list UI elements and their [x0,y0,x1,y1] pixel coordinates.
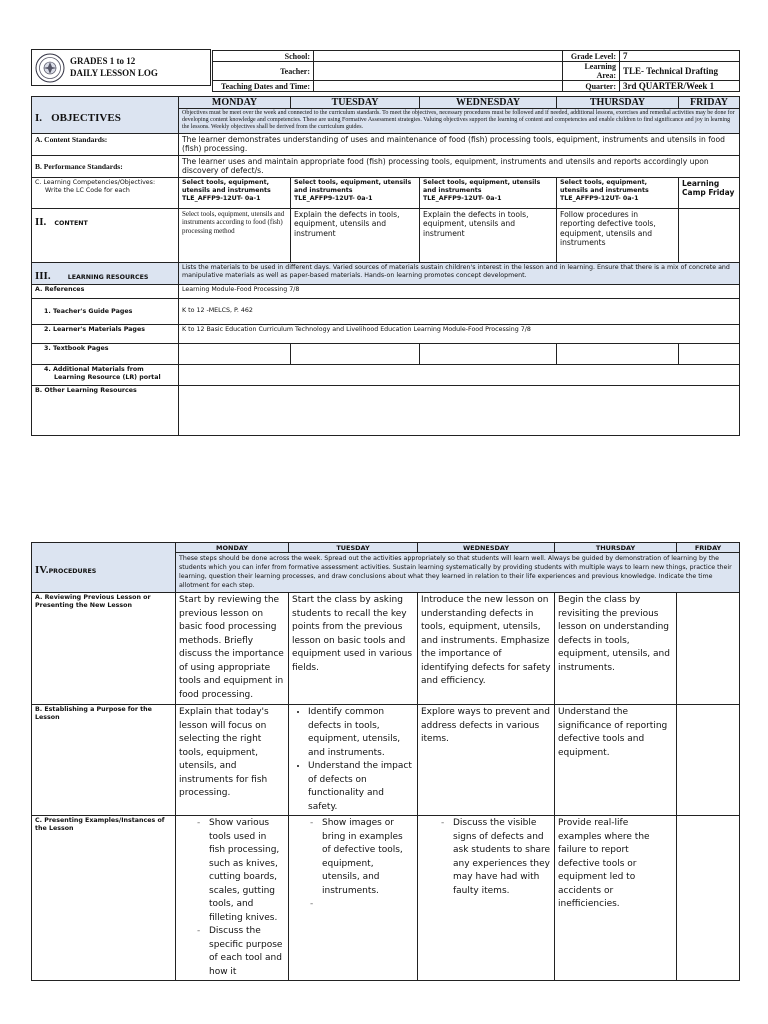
teacher-label: Teacher: [213,62,314,81]
purpose-friday [677,705,740,816]
area-label: Learning Area: [563,62,620,81]
day-wednesday: WEDNESDAY [420,97,557,109]
procedures-heading: IV.PROCEDURES [32,543,176,593]
review-tuesday: Start the class by asking students to recall the key points from the previous lesson on basic tools and equipment used in various fields. [289,593,418,705]
day-monday: MONDAY [179,97,291,109]
examples-tuesday [289,816,418,981]
competency-monday: Select tools, equipment, utensils and instruments TLE_AFFP9-12UT- 0a-1 [179,177,291,208]
review-thursday: Begin the class by revisiting the previous lesson on understanding defects in tools, equipment, utensils, and instruments. [555,593,677,705]
performance-standards: The learner uses and maintain appropriate food (fish) processing tools, equipment, instruments and utensils and reports accordingly upon discovery of defect/s. [179,155,740,177]
additional-materials-label: 4. Additional Materials from Learning Resource (LR) portal [32,364,179,385]
review-monday: Start by reviewing the previous lesson on basic food processing methods. Briefly discuss the importance of using appropriate tools and equipment in food processing. [176,593,289,705]
proc-day-wednesday: WEDNESDAY [418,543,555,553]
teachers-guide-label: 1. Teacher's Guide Pages [32,298,179,324]
teachers-guide: K to 12 -MELCS, P. 462 [179,298,740,324]
day-friday: FRIDAY [679,97,740,109]
title-line1: GRADES 1 to 12 [70,56,136,66]
lesson-log-table [31,96,740,436]
purpose-tuesday [289,705,418,816]
header-info-table [212,50,740,92]
content-standards: The learner demonstrates understanding of uses and maintenance of food (fish) processing tools, equipment, instruments and utensils in food (fish) processing. [179,134,740,156]
purpose-label: B. Establishing a Purpose for the Lesson [32,705,176,816]
textbook-thursday [557,343,679,364]
teacher-field[interactable] [314,62,563,81]
content-heading: II. CONTENT [32,208,179,262]
competencies-label: C. Learning Competencies/Objectives: Write the LC Code for each [32,177,179,208]
resources-intro: Lists the materials to be used in different days. Varied sources of materials sustain children's interest in the lesson and in learning. Ensure that there is a mix of concrete and manipulative materials as well as paper-based materials. Hands-on learning promotes concept development. [179,262,740,284]
dates-label: Teaching Dates and Time: [213,81,314,92]
title-box [31,49,211,86]
review-wednesday: Introduce the new lesson on understanding defects in tools, equipment, utensils, and instruments. Emphasize the importance of identifying defects for safety and efficiency. [418,593,555,705]
other-resources [179,385,740,435]
examples-monday [176,816,289,981]
school-field[interactable] [314,51,563,62]
school-label: School: [213,51,314,62]
objectives-intro: Objectives must be meet over the week and connected to the curriculum standards. To meet the objectives, necessary procedures must be followed and if needed, additional lessons, exercises and remedial activities may be done for developing content knowledge and competencies. These are using Formative Assessment strategies. Valuing objectives support the learning of content and competencies and enable children to find significance and joy in learning the lessons. Weekly objectives shall be derived from the curriculum guides. [179,109,740,134]
friday-learning-camp: Learning Camp Friday [679,177,740,208]
objectives-heading: I. OBJECTIVES [32,97,179,134]
area-field[interactable]: TLE- Technical Drafting [620,62,740,81]
dates-field[interactable] [314,81,563,92]
examples-wednesday-item: - Discuss the visible signs of defects and ask students to share any experiences they may have had with faulty items. [453,817,551,898]
examples-friday [677,816,740,981]
examples-monday-item: - Discuss the specific purpose of each tool and how it [209,925,285,979]
competency-thursday: Select tools, equipment, utensils and instruments TLE_AFFP9-12UT- 0a-1 [557,177,679,208]
content-friday [679,208,740,262]
learners-materials: K to 12 Basic Education Curriculum Technology and Livelihood Education Learning Module-Food Processing 7/8 [179,324,740,343]
textbook-friday [679,343,740,364]
content-wednesday: Explain the defects in tools, equipment, utensils and instrument [420,208,557,262]
review-lesson-label: A. Reviewing Previous Lesson or Presenting the New Lesson [32,593,176,705]
learners-materials-label: 2. Learner's Materials Pages [32,324,179,343]
examples-label: C. Presenting Examples/Instances of the Lesson [32,816,176,981]
day-tuesday: TUESDAY [291,97,420,109]
procedures-table [31,542,740,981]
competency-tuesday: Select tools, equipment, utensils and instruments TLE_AFFP9-12UT- 0a-1 [291,177,420,208]
grade-field[interactable]: 7 [620,51,740,62]
textbook-tuesday [291,343,420,364]
resources-heading: III. LEARNING RESOURCES [32,262,179,284]
references-label: A. References [32,284,179,298]
examples-monday-item: - Show various tools used in fish processing, such as knives, cutting boards, scales, gutting tools, and filleting knives. [209,817,285,925]
purpose-thursday: Understand the significance of reporting defective tools and equipment. [555,705,677,816]
textbook-wednesday [420,343,557,364]
content-thursday: Follow procedures in reporting defective tools, equipment, utensils and instruments [557,208,679,262]
quarter-field[interactable]: 3rd QUARTER/Week 1 [620,81,740,92]
content-tuesday: Explain the defects in tools, equipment, utensils and instrument [291,208,420,262]
competency-wednesday: Select tools, equipment, utensils and instruments TLE_AFFP9-12UT- 0a-1 [420,177,557,208]
grade-label: Grade Level: [563,51,620,62]
purpose-wednesday: Explore ways to prevent and address defects in various items. [418,705,555,816]
textbook-monday [179,343,291,364]
examples-wednesday [418,816,555,981]
day-thursday: THURSDAY [557,97,679,109]
content-monday: Select tools, equipment, utensils and instruments according to food (fish) processing method [179,208,291,262]
textbook-label: 3. Textbook Pages [32,343,179,364]
quarter-label: Quarter: [563,81,620,92]
proc-day-tuesday: TUESDAY [289,543,418,553]
purpose-tuesday-item: • Understand the impact of defects on functionality and safety. [308,760,414,814]
additional-materials [179,364,740,385]
procedures-intro: These steps should be done across the week. Spread out the activities appropriately so that students will learn well. Always be guided by demonstration of learning by the students which you can infer from formative assessment activities. Sustain learning systematically by providing students with multiple ways to learn new things, practice their learning, question their learning processes, and draw conclusions about what they learned in relation to their life experiences and previous knowledge. Indicate the time allotment for each step. [176,553,740,593]
examples-thursday: Provide real-life examples where the failure to report defective tools or equipment led to accidents or inefficiencies. [555,816,677,981]
other-resources-label: B. Other Learning Resources [32,385,179,435]
proc-day-friday: FRIDAY [677,543,740,553]
examples-tuesday-item: - Show images or bring in examples of defective tools, equipment, utensils, and instruments. [322,817,414,898]
review-friday [677,593,740,705]
title-line2: DAILY LESSON LOG [70,68,158,78]
purpose-monday: Explain that today's lesson will focus on selecting the right tools, equipment, utensils, and instruments for fish processing. [176,705,289,816]
purpose-tuesday-item: • Identify common defects in tools, equipment, utensils, and instruments. [308,706,414,760]
proc-day-monday: MONDAY [176,543,289,553]
content-standards-label: A. Content Standards: [32,134,179,156]
references: Learning Module-Food Processing 7/8 [179,284,740,298]
deped-seal-icon [35,53,65,83]
proc-day-thursday: THURSDAY [555,543,677,553]
performance-standards-label: B. Performance Standards: [32,155,179,177]
